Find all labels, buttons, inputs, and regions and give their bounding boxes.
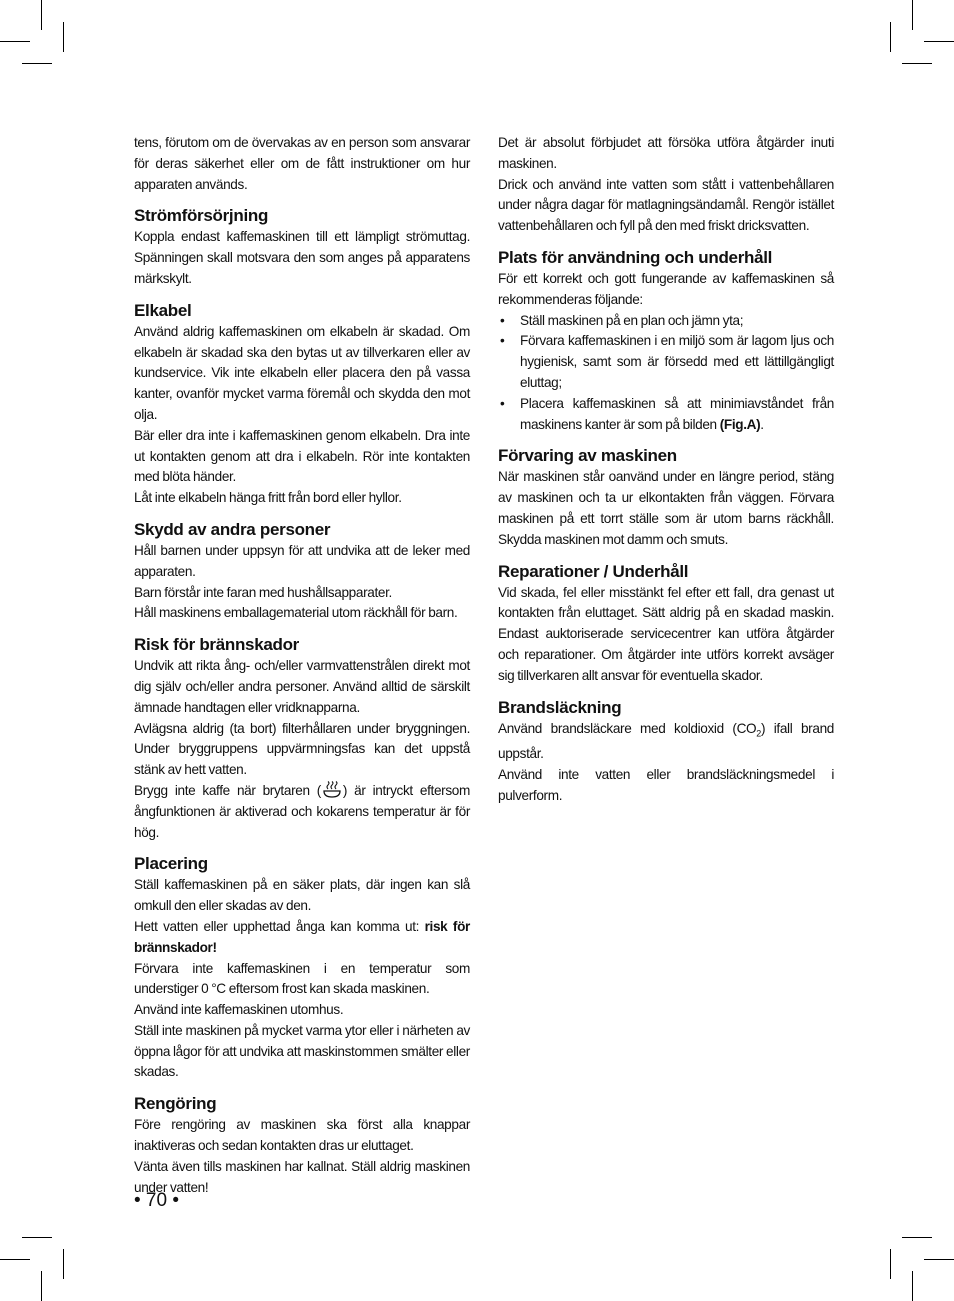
paragraph: Använd inte vatten eller brandsläckningsmedel i pulverform. bbox=[498, 766, 834, 803]
crop-mark bbox=[41, 0, 42, 30]
paragraph: Använd inte kaffemaskinen utomhus. bbox=[134, 1002, 344, 1018]
paragraph: När maskinen står oanvänd under en längre period, stäng av maskinen och ta ur elkontakten från väggen. Förvara maskinen på ett torrt ställe som är utom barns räckhåll. Skydda maskinen mot damm och smuts. bbox=[498, 469, 834, 547]
paragraph: Vänta även tills maskinen har kallnat. Ställ aldrig maskinen under vatten! bbox=[134, 1158, 470, 1195]
section-title-elkabel: Elkabel bbox=[134, 300, 192, 320]
crop-mark bbox=[22, 1237, 52, 1238]
paragraph: Använd aldrig kaffemaskinen om elkabeln är skadad. Om elkabeln är skadad ska den bytas ut av tillverkaren eller av kundservice. Vik inte elkabeln eller placera den på vassa kanter, ovanför mycket varma föremål och skydda den mot olja. bbox=[134, 323, 470, 422]
text-span: Använd brandsläckare med koldioxid (CO bbox=[498, 720, 757, 736]
list-item bbox=[498, 311, 834, 332]
crop-mark bbox=[890, 22, 891, 52]
paragraph: Barn förstår inte faran med hushållsapparater. bbox=[134, 584, 392, 600]
crop-mark bbox=[902, 63, 932, 64]
paragraph: Vid skada, fel eller misstänkt fel efter ett fall, dra genast ut kontakten från eluttaget. Sätt aldrig på en skadad maskin. Endast auktoriserade servicecentrer kan utföra åtgärder och reparationer. Om åtgärder inte utförs korrekt avsäger sig tillverkaren allt ansvar för eventuella skador. bbox=[498, 584, 834, 683]
list-item-text: Förvara kaffemaskinen i en miljö som är lagom ljus och hygienisk, samt som är försedd med ett lättillgängligt eluttag; bbox=[520, 333, 834, 390]
figure-reference: (Fig.A) bbox=[719, 416, 761, 432]
crop-mark bbox=[890, 1249, 891, 1279]
list-item-text: . bbox=[760, 416, 764, 432]
intro-paragraph: tens, förutom om de övervakas av en person som ansvarar för deras säkerhet eller om de fått instruktioner om hur apparaten används. bbox=[134, 135, 470, 192]
crop-mark bbox=[63, 1249, 64, 1279]
paragraph: Undvik att rikta ång- och/eller varmvattenstrålen direkt mot dig själv och/eller andra personer. Använd alltid de särskilt ämnade handtagen eller vridknapparna. bbox=[134, 658, 470, 715]
crop-mark bbox=[0, 1259, 30, 1260]
paragraph: Förvara inte kaffemaskinen i en temperatur som understiger 0 °C eftersom frost kan skada maskinen. bbox=[134, 960, 470, 997]
paragraph: För ett korrekt och gott fungerande av kaffemaskinen så rekommenderas följande: bbox=[498, 270, 834, 307]
crop-mark bbox=[22, 63, 52, 64]
section-title-brand: Brandsläckning bbox=[498, 697, 622, 717]
page-number: • 70 • bbox=[134, 1190, 179, 1211]
paragraph: Låt inte elkabeln hänga fritt från bord eller hyllor. bbox=[134, 490, 402, 506]
crop-mark bbox=[0, 41, 30, 42]
bullet: • bbox=[500, 312, 505, 328]
paragraph bbox=[498, 719, 834, 765]
list-item bbox=[498, 331, 834, 393]
crop-mark bbox=[63, 22, 64, 52]
crop-mark bbox=[912, 1271, 913, 1301]
paragraph bbox=[134, 917, 470, 959]
section-title-risk: Risk för brännskador bbox=[134, 635, 299, 655]
section-title-strom: Strömförsörjning bbox=[134, 206, 269, 226]
crop-mark bbox=[924, 1259, 954, 1260]
section-title-rengoring: Rengöring bbox=[134, 1094, 217, 1114]
text-span: Hett vatten eller upphettad ånga kan komma ut: bbox=[134, 918, 425, 934]
section-title-skydd: Skydd av andra personer bbox=[134, 519, 331, 539]
paragraph: Före rengöring av maskinen ska först alla knappar inaktiveras och sedan kontakten dras ur eluttaget. bbox=[134, 1117, 470, 1154]
bullet: • bbox=[500, 395, 505, 411]
recommendation-list bbox=[498, 311, 834, 436]
warning-text: risk för brännskador! bbox=[134, 918, 470, 955]
crop-mark bbox=[41, 1271, 42, 1301]
paragraph bbox=[134, 781, 470, 843]
section-title-reparation: Reparationer / Underhåll bbox=[498, 561, 689, 581]
paragraph: Drick och använd inte vatten som stått i vattenbehållaren under några dagar för matlagningsändamål. Rengör istället vattenbehållaren och fyll på den med friskt dricksvatten. bbox=[498, 176, 834, 234]
paragraph: Håll barnen under uppsyn för att undvika att de leker med apparaten. bbox=[134, 542, 470, 579]
crop-mark bbox=[924, 41, 954, 42]
text-span: ) är intryckt eftersom ångfunktionen är aktiverad och kokarens temperatur är för hög. bbox=[134, 782, 470, 840]
text-span: ) ifall brand uppstår. bbox=[498, 720, 834, 762]
paragraph: Det är absolut förbjudet att försöka utföra åtgärder inuti maskinen. bbox=[498, 135, 834, 171]
left-column bbox=[134, 133, 470, 1198]
paragraph: Koppla endast kaffemaskinen till ett lämpligt strömuttag. Spänningen skall motsvara den som anges på apparatens märkskylt. bbox=[134, 229, 470, 286]
section-title-plats: Plats för användning och underhåll bbox=[498, 247, 773, 267]
list-item-text: Ställ maskinen på en plan och jämn yta; bbox=[520, 312, 744, 328]
section-title-forvaring: Förvaring av maskinen bbox=[498, 446, 677, 466]
paragraph: Bär eller dra inte i kaffemaskinen genom elkabeln. Dra inte ut kontakten genom att dra i elkabeln. Rör inte kontakten med blöta händer. bbox=[134, 427, 470, 485]
crop-mark bbox=[902, 1237, 932, 1238]
paragraph: Ställ inte maskinen på mycket varma ytor eller i närheten av öppna lågor för att undvika att maskinstommen smälter eller skadas. bbox=[134, 1022, 470, 1080]
list-item-text: Placera kaffemaskinen så att minimiavståndet från maskinens kanter är som på bilden bbox=[520, 395, 834, 432]
right-column bbox=[498, 133, 834, 806]
subscript: 2 bbox=[756, 728, 761, 739]
text-span: Brygg inte kaffe när brytaren ( bbox=[134, 782, 321, 798]
paragraph: Håll maskinens emballagematerial utom räckhåll för barn. bbox=[134, 605, 458, 621]
bullet: • bbox=[500, 333, 505, 349]
crop-mark bbox=[912, 0, 913, 30]
steam-icon bbox=[321, 781, 343, 799]
paragraph: Ställ kaffemaskinen på en säker plats, där ingen kan slå omkull den eller skadas av den. bbox=[134, 877, 470, 914]
section-title-placering: Placering bbox=[134, 854, 208, 874]
list-item bbox=[498, 394, 834, 436]
paragraph: Avlägsna aldrig (ta bort) filterhållaren under bryggningen. Under bryggruppens uppvärmningsfas kan det uppstå stänk av hett vatten. bbox=[134, 720, 470, 778]
